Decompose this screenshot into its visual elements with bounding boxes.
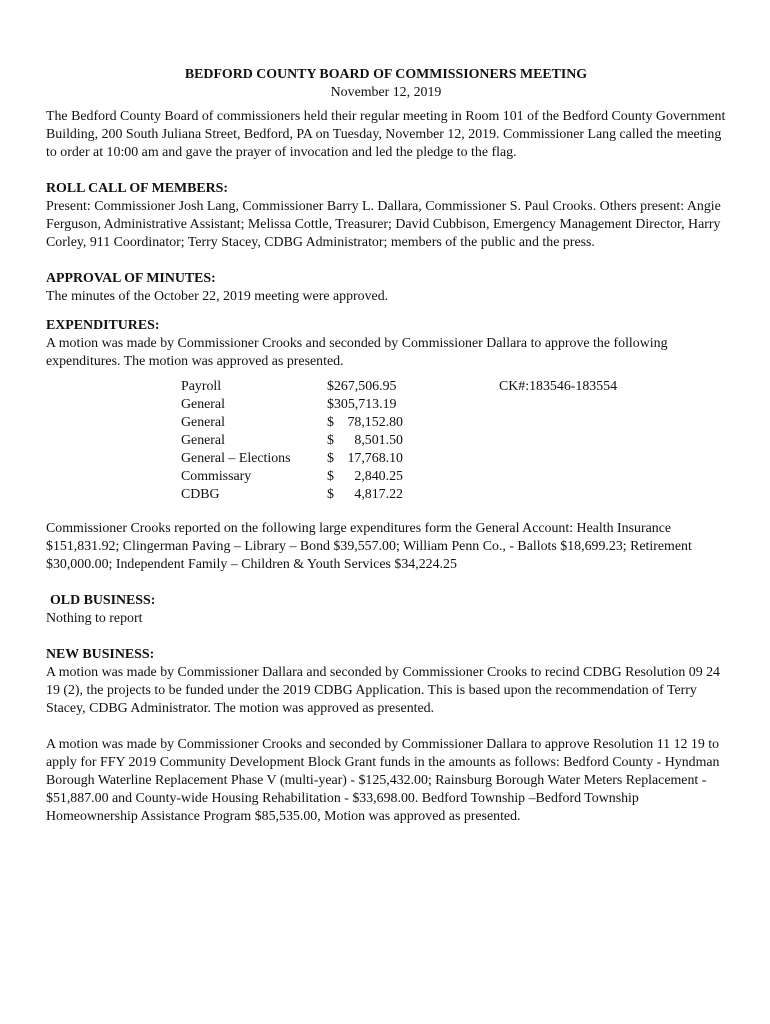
expenditure-category: Payroll [181, 379, 222, 394]
meeting-date: November 12, 2019 [330, 85, 442, 100]
intro-paragraph: The Bedford County Board of commissioners held their regular meeting in Room 101 of the Bedford County Government Building, 200 South Juliana Street, Bedford, PA on Tuesday, November 12, 2019. Commissioner Lang called the meeting to order at 10:00 am and gave the prayer of invocation and led the pledge to the flag. [46, 109, 726, 160]
expenditure-row [46, 450, 726, 468]
expenditure-row [46, 414, 726, 432]
expenditure-row [46, 396, 726, 414]
expenditures-heading: EXPENDITURES: [46, 318, 160, 333]
expenditure-amount: 17,768.10 [347, 451, 403, 466]
document-title: BEDFORD COUNTY BOARD OF COMMISSIONERS MEETING [184, 67, 588, 82]
minutes-heading: APPROVAL OF MINUTES: [46, 271, 216, 286]
expenditure-category: General [181, 397, 225, 412]
expenditure-row [46, 378, 726, 396]
dollar-sign: $ [327, 469, 334, 484]
expenditure-row [46, 468, 726, 486]
expenditure-amount: $305,713.19 [327, 397, 397, 412]
minutes-text: The minutes of the October 22, 2019 meeting were approved. [46, 289, 389, 304]
expenditure-category: Commissary [181, 469, 252, 484]
expenditure-amount: 4,817.22 [354, 487, 403, 502]
dollar-sign: $ [327, 451, 334, 466]
old-business-text: Nothing to report [46, 611, 143, 626]
expenditure-category: General – Elections [181, 451, 291, 466]
expenditure-row [46, 432, 726, 450]
expenditure-category: General [181, 415, 225, 430]
new-business-heading: NEW BUSINESS: [46, 647, 155, 662]
large-expenditures-report: Commissioner Crooks reported on the following large expenditures form the General Account: Health Insurance $151,831.92; Clingerman Paving – Library – Bond $39,557.00; William Penn Co., - Ballots $18,699.23; Retirement $30,000.00; Independent Family – Children & Youth Services $34,224.25 [46, 521, 692, 572]
expenditure-amount: 78,152.80 [347, 415, 403, 430]
document-page [46, 66, 726, 826]
expenditure-category: General [181, 433, 225, 448]
expenditure-amount: $267,506.95 [327, 379, 397, 394]
dollar-sign: $ [327, 433, 334, 448]
expenditure-row [46, 486, 726, 504]
expenditure-category: CDBG [181, 487, 220, 502]
check-range: CK#:183546-183554 [499, 379, 618, 394]
expenditure-amount: 2,840.25 [354, 469, 403, 484]
dollar-sign: $ [327, 415, 334, 430]
new-business-motion-1: A motion was made by Commissioner Dallara and seconded by Commissioner Crooks to recind CDBG Resolution 09 24 19 (2), the projects to be funded under the 2019 CDBG Application. This is based upon the recommendation of Terry Stacey, CDBG Administrator. The motion was approved as presented. [46, 665, 721, 716]
roll-call-text: Present: Commissioner Josh Lang, Commissioner Barry L. Dallara, Commissioner S. Paul Crooks. Others present: Angie Ferguson, Administrative Assistant; Melissa Cottle, Treasurer; David Cubbison, Emergency Management Director, Harry Corley, 911 Coordinator; Terry Stacey, CDBG Administrator; members of the public and the press. [46, 199, 721, 250]
new-business-motion-2: A motion was made by Commissioner Crooks and seconded by Commissioner Dallara to approve Resolution 11 12 19 to apply for FFY 2019 Community Development Block Grant funds in the amounts as follows: Bedford County - Hyndman Borough Waterline Replacement Phase V (multi-year) - $125,432.00; Rainsburg Borough Water Meters Replacement - $51,887.00 and County-wide Housing Rehabilitation - $33,698.00. Bedford Township –Bedford Township Homeownership Assistance Program $85,535.00, Motion was approved as presented. [46, 737, 720, 824]
roll-call-heading: ROLL CALL OF MEMBERS: [46, 181, 229, 196]
expenditures-text: A motion was made by Commissioner Crooks and seconded by Commissioner Dallara to approve the following expenditures. The motion was approved as presented. [46, 336, 668, 369]
old-business-heading: OLD BUSINESS: [50, 593, 156, 608]
expenditure-amount: 8,501.50 [354, 433, 403, 448]
expenditures-table [46, 378, 726, 502]
dollar-sign: $ [327, 487, 334, 502]
